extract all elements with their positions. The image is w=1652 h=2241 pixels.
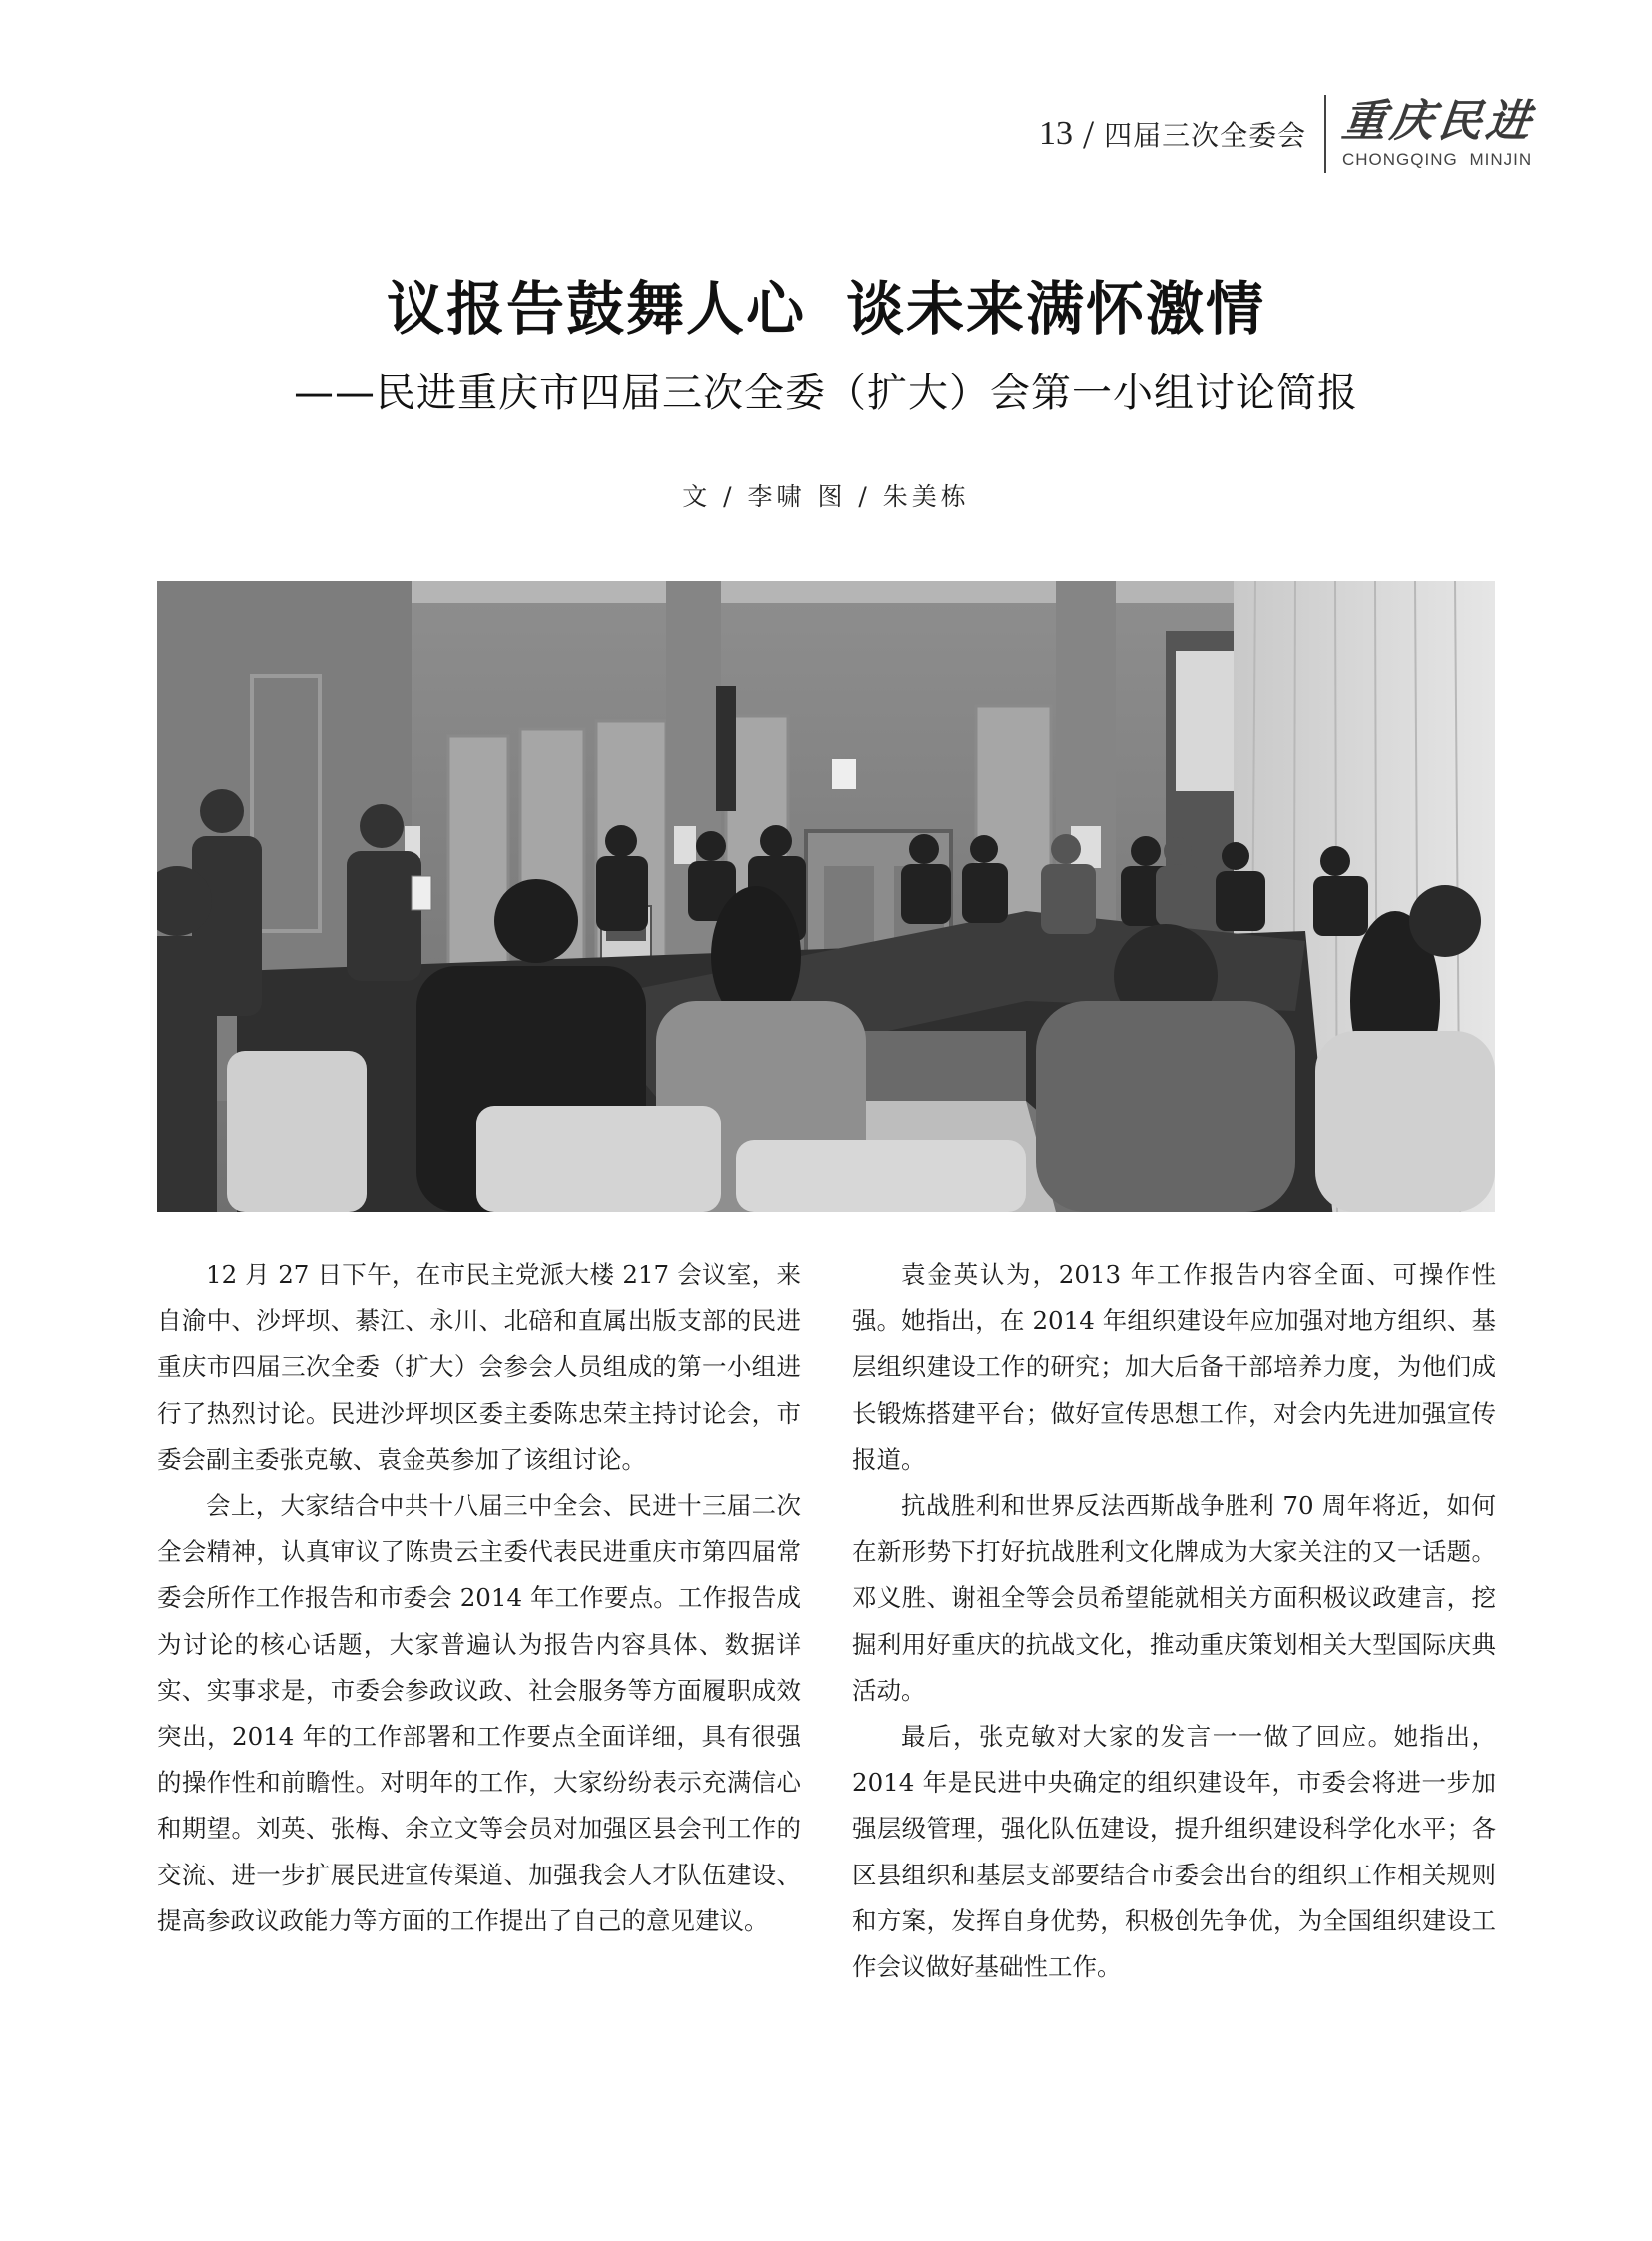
article-column-right (852, 1252, 1496, 1990)
article-title (0, 262, 1652, 346)
magazine-logo (1339, 96, 1542, 170)
title-part-1: 议报告鼓舞人心 (386, 275, 806, 343)
paragraph: 最后，张克敏对大家的发言一一做了回应。她指出，2014 年是民进中央确定的组织建设年，市委会将进一步加强层级管理，强化队伍建设，提升组织建设科学化水平；各区县组织和基层支部要结合市委会出台的组织工作相关规则和方案，发挥自身优势，积极创先争优，为全国组织建设工作会议做好基础性工作。 (852, 1722, 1496, 1982)
paragraph: 会上，大家结合中共十八届三中全会、民进十三届二次全会精神，认真审议了陈贵云主委代表民进重庆市第四届常委会所作工作报告和市委会 2014 年工作要点。工作报告成为讨论的核心话题，大家普遍认为报告内容具体、数据详实、实事求是，市委会参政议政、社会服务等方面履职成效突出，2014 年的工作部署和工作要点全面详细，具有很强的操作性和前瞻性。对明年的工作，大家纷纷表示充满信心和期望。刘英、张梅、余立文等会员对加强区县会刊工作的交流、进一步扩展民进宣传渠道、加强我会人才队伍建设、提高参政议政能力等方面的工作提出了自己的意见建议。 (157, 1491, 801, 1935)
paragraph: 抗战胜利和世界反法西斯战争胜利 70 周年将近，如何在新形势下打好抗战胜利文化牌成为大家关注的又一话题。邓义胜、谢祖全等会员希望能就相关方面积极议政建言，挖掘利用好重庆的抗战文化，推动重庆策划相关大型国际庆典活动。 (852, 1491, 1496, 1705)
section-name: 四届三次全委会 (1104, 119, 1307, 152)
logo-chinese: 重庆民进 (1339, 96, 1537, 147)
page-number: 13 (1039, 115, 1073, 152)
byline: 文 / 李啸 图 / 朱美栋 (682, 482, 970, 511)
paragraph: 袁金英认为，2013 年工作报告内容全面、可操作性强。她指出，在 2014 年组织建设年应加强对地方组织、基层组织建设工作的研究；加大后备干部培养力度，为他们成长锻炼搭建平台；做好宣传思想工作，对会内先进加强宣传报道。 (852, 1260, 1496, 1474)
header-separator: / (1083, 111, 1095, 157)
running-header (1039, 112, 1306, 156)
meeting-photo (157, 581, 1495, 1212)
logo-english: CHONGQING MINJIN (1342, 150, 1533, 169)
article-subtitle: ——民进重庆市四届三次全委（扩大）会第一小组讨论简报 (294, 371, 1358, 416)
paragraph: 12 月 27 日下午，在市民主党派大楼 217 会议室，来自渝中、沙坪坝、綦江、永川、北碚和直属出版支部的民进重庆市四届三次全委（扩大）会参会人员组成的第一小组进行了热烈讨论。民进沙坪坝区委主委陈忠荣主持讨论会，市委会副主委张克敏、袁金英参加了该组讨论。 (157, 1260, 801, 1474)
header-divider (1324, 95, 1326, 173)
title-part-2: 谈未来满怀激情 (846, 275, 1266, 343)
photo-illustration (157, 581, 1495, 1212)
article-column-left (157, 1252, 801, 1944)
